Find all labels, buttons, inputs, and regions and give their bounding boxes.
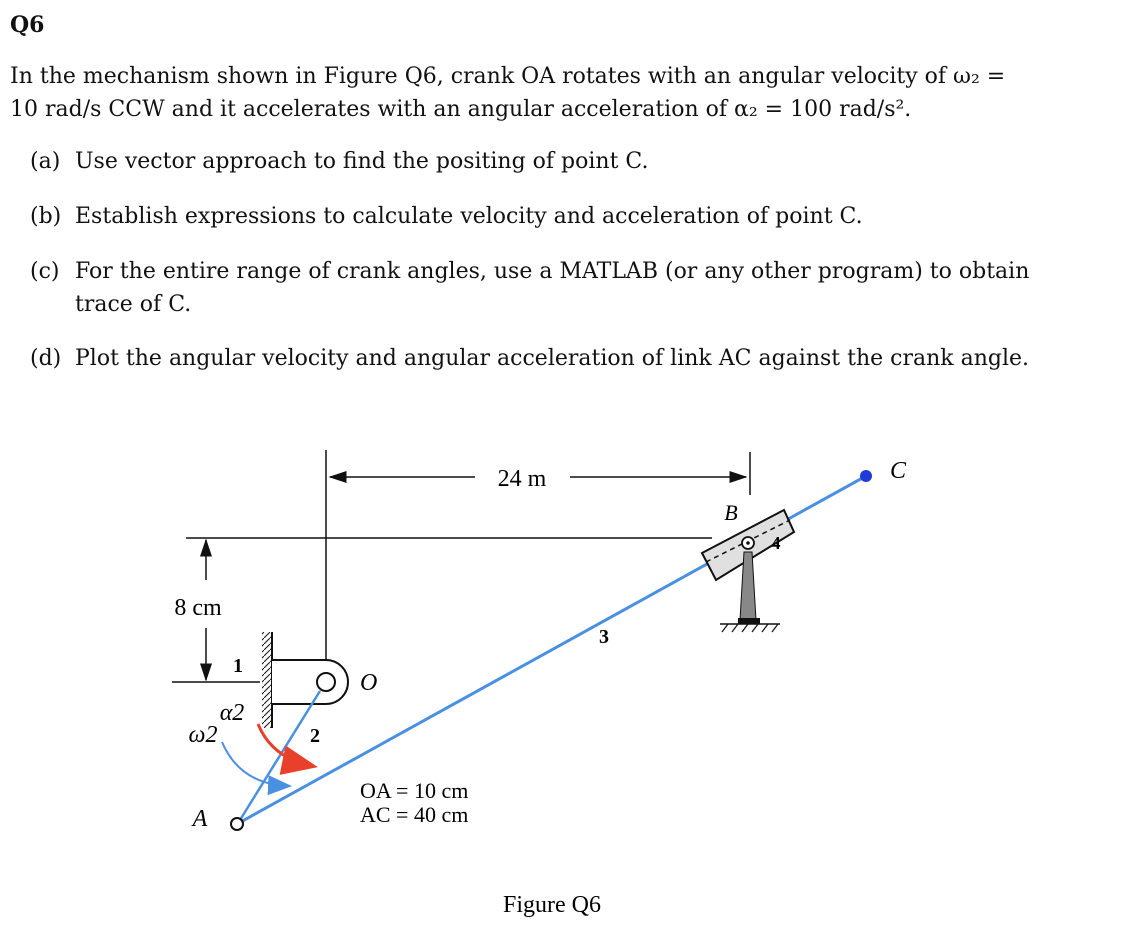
figure-caption: Figure Q6: [503, 892, 601, 918]
link-3-label: 3: [599, 626, 609, 648]
omega-arrow-icon: [222, 742, 288, 786]
link-1-label: 1: [233, 655, 243, 677]
point-a-joint: [231, 818, 243, 830]
point-a-label: A: [192, 806, 208, 832]
pivot-o-bearing: [272, 660, 377, 704]
question-intro: [10, 60, 1100, 126]
part-c-label: (c): [30, 259, 60, 284]
point-c-label: C: [889, 458, 907, 484]
point-c-marker: [860, 470, 872, 482]
alpha-arrow-icon: [258, 724, 312, 766]
ac-length-text: AC = 40 cm: [360, 802, 469, 827]
part-a-label: (a): [30, 149, 61, 174]
part-d-label: (d): [30, 346, 62, 371]
dimension-horizontal: [326, 450, 750, 675]
part-d-text: Plot the angular velocity and angular acceleration of link AC against the crank angle.: [75, 346, 1029, 371]
part-c-text-line-2: trace of C.: [75, 292, 192, 317]
part-c-text: [75, 255, 1105, 321]
question-title: Q6: [10, 12, 45, 38]
part-b-label: (b): [30, 204, 62, 229]
part-a-text: Use vector approach to find the positing of point C.: [75, 149, 649, 174]
slider-block-4: [702, 500, 794, 632]
part-c-text-line-1: For the entire range of crank angles, use a MATLAB (or any other program) to obtain: [75, 259, 1030, 284]
alpha-label: α2: [219, 700, 245, 726]
point-b-label: B: [724, 500, 738, 525]
part-b-text: Establish expressions to calculate velocity and acceleration of point C.: [75, 204, 863, 229]
intro-line-2: 10 rad/s CCW and it accelerates with an angular acceleration of α₂ = 100 rad/s².: [10, 97, 912, 122]
dim-vertical-label: 8 cm: [174, 595, 222, 621]
oa-length-text: OA = 10 cm: [360, 778, 469, 803]
point-o-label: O: [360, 670, 378, 696]
omega-label: ω2: [188, 722, 218, 748]
mechanism-figure: [0, 440, 1125, 933]
link-2-label: 2: [310, 725, 320, 747]
dim-horizontal-label: 24 m: [497, 466, 547, 492]
intro-line-1: In the mechanism shown in Figure Q6, crank OA rotates with an angular velocity of ω₂ =: [10, 64, 1006, 89]
link-4-label: 4: [771, 533, 781, 553]
dimension-vertical: [172, 540, 260, 682]
